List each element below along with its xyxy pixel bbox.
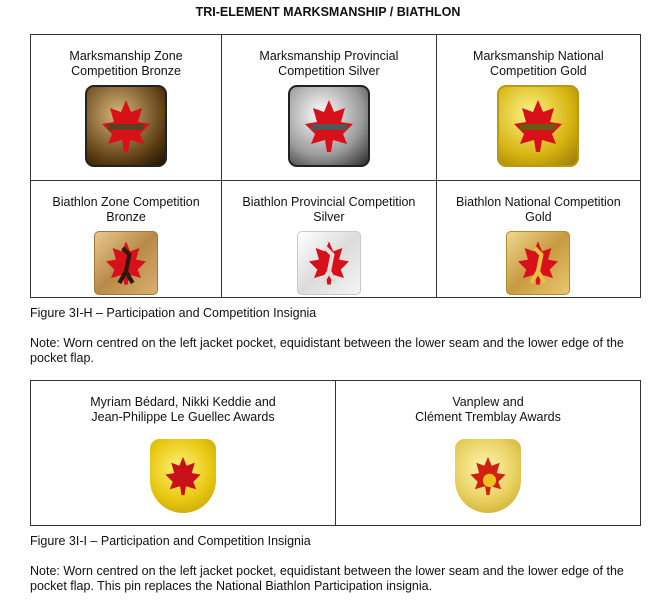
bedard-keddie-leguellec-award-pin-icon	[150, 439, 216, 513]
award-label-line2: Clément Tremblay Awards	[415, 410, 561, 424]
marksmanship-gold-badge-icon	[497, 85, 579, 167]
insignia-table-competition	[30, 34, 641, 298]
insignia-label: Marksmanship Zone Competition Bronze	[69, 49, 183, 78]
figure-caption: Figure 3I-I – Participation and Competition Insignia	[30, 534, 311, 548]
insignia-label: Biathlon Provincial Competition Silver	[242, 195, 416, 224]
insignia-label: Biathlon Zone Competition Bronze	[52, 195, 200, 224]
biathlon-gold-badge-icon	[506, 231, 570, 295]
cell-biathlon-bronze	[31, 181, 222, 298]
marksmanship-bronze-badge-icon	[85, 85, 167, 167]
cell-marksmanship-gold	[436, 35, 640, 181]
figure-caption: Figure 3I-H – Participation and Competition Insignia	[30, 306, 317, 320]
vanplew-tremblay-award-pin-icon	[455, 439, 521, 513]
insignia-label: Marksmanship National Competition Gold	[473, 49, 604, 78]
cell-vanplew-award	[336, 381, 641, 526]
cell-biathlon-silver	[222, 181, 437, 298]
biathlon-silver-badge-icon	[297, 231, 361, 295]
page-title: TRI-ELEMENT MARKSMANSHIP / BIATHLON	[195, 5, 461, 19]
cell-biathlon-gold	[436, 181, 640, 298]
cell-marksmanship-bronze	[31, 35, 222, 181]
note-text: Note: Worn centred on the left jacket pocket, equidistant between the lower seam and the lower edge of the pocket flap.	[30, 336, 624, 365]
award-label-line2: Jean-Philippe Le Guellec Awards	[91, 410, 275, 424]
biathlon-bronze-badge-icon	[94, 231, 158, 295]
note-text: Note: Worn centred on the left jacket pocket, equidistant between the lower seam and the lower edge of the pocket flap. This pin replaces the National Biathlon Participation insignia.	[30, 564, 624, 593]
award-label-line1: Vanplew and	[452, 395, 524, 409]
insignia-table-awards	[30, 380, 641, 526]
cell-marksmanship-silver	[222, 35, 437, 181]
insignia-label: Biathlon National Competition Gold	[456, 195, 621, 224]
marksmanship-silver-badge-icon	[288, 85, 370, 167]
award-label-line1: Myriam Bédard, Nikki Keddie and	[90, 395, 276, 409]
cell-bedard-award	[31, 381, 336, 526]
insignia-label: Marksmanship Provincial Competition Silver	[259, 49, 399, 78]
